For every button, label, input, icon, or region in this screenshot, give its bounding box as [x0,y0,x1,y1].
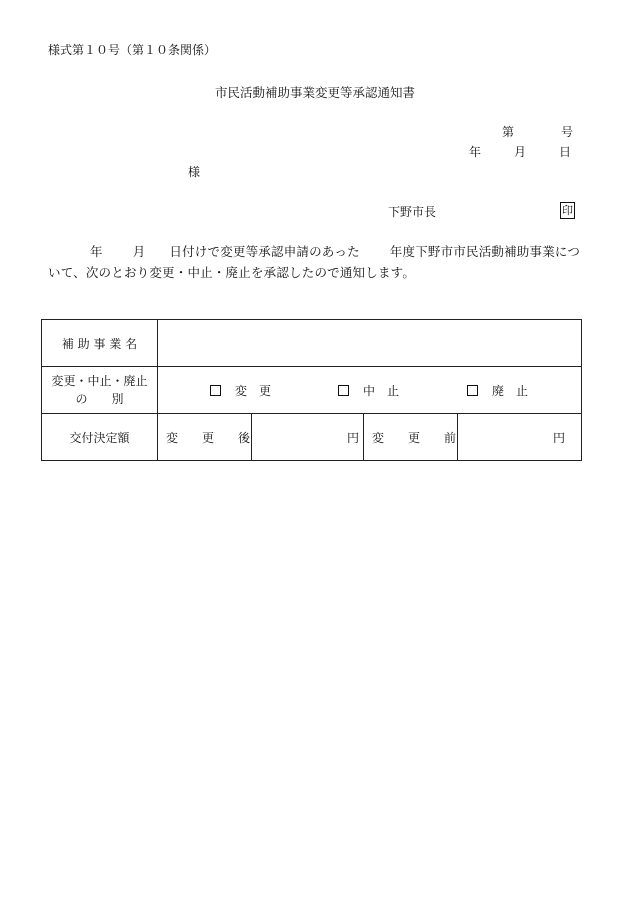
change-type-options [158,367,582,414]
option-suspend-label: 中 止 [363,384,400,398]
document-title: 市民活動補助事業変更等承認通知書 [214,85,415,100]
after-change-label: 変 更 後 [158,414,252,461]
table-row [42,320,582,367]
before-change-amount[interactable] [458,414,582,461]
seal-mark: 印 [562,204,573,217]
change-type-label [42,367,158,414]
project-name-label: 補 助 事 業 名 [42,320,158,367]
date-year: 年 [469,145,482,159]
after-change-amount[interactable] [252,414,364,461]
change-type-label-line1: 変更・中止・廃止 [51,374,148,388]
before-change-label: 変 更 前 [364,414,458,461]
table-row [42,414,582,461]
after-yen-unit: 円 [346,430,359,445]
table-row [42,367,582,414]
date-month: 月 [514,145,527,159]
form-number: 様式第１０号（第１０条関係） [48,43,217,57]
before-yen-unit: 円 [552,430,565,445]
option-change-label: 変 更 [235,384,272,398]
grant-amount-label: 交付決定額 [42,414,158,461]
checkbox-abolish[interactable] [467,385,478,396]
doc-number-suffix: 号 [561,125,574,139]
addressee-honorific: 様 [188,165,201,179]
date-day: 日 [559,145,572,159]
change-type-label-line2: の 別 [75,392,124,406]
body-fiscal-year: 年度下野市市民活動補助事業について、次のとおり変更・中止・廃止を承認したので通知します。 [48,244,581,280]
doc-number-prefix: 第 [502,125,515,139]
option-change[interactable] [210,382,271,399]
project-name-field[interactable] [158,320,582,367]
checkbox-suspend[interactable] [338,385,349,396]
option-abolish[interactable] [467,382,528,399]
notice-body [48,241,588,283]
change-details-table [41,319,582,461]
issuer-name: 下野市長 [388,205,437,219]
option-suspend[interactable] [338,382,399,399]
body-day-suffix: 日付けで変更等承認申請のあった [169,244,360,259]
checkbox-change[interactable] [210,385,221,396]
option-abolish-label: 廃 止 [492,384,529,398]
body-year: 年 [90,244,103,259]
body-month: 月 [132,244,146,259]
